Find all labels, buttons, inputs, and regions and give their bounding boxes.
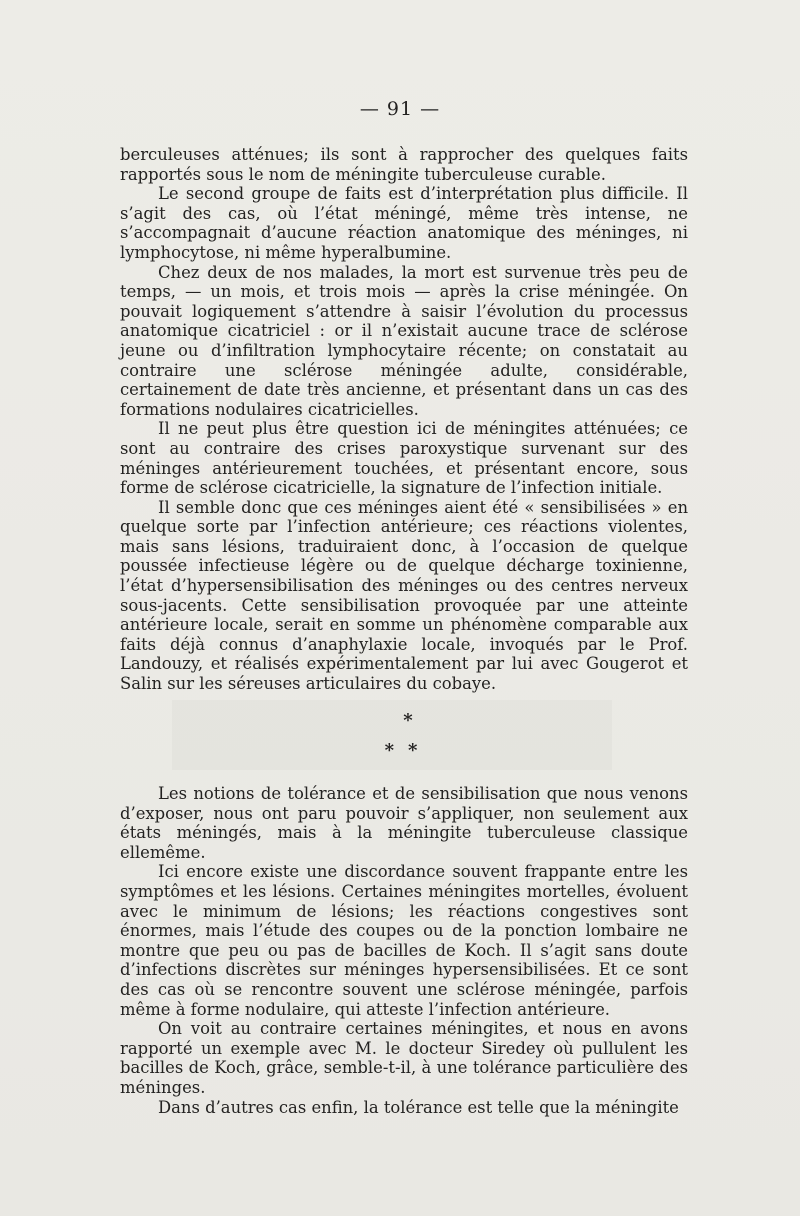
paragraph: On voit au contraire certaines méningites, et nous en avons rapporté un exemple avec M. le docteur Siredey où pullulent les bacilles de Koch, grâce, semble-t-il, à une tolérance particulière des méninges. [120,1019,688,1097]
paragraph: berculeuses atténues; ils sont à rapprocher des quelques faits rapportés sous le nom de méningite tuberculeuse curable. [120,145,688,184]
text-block-upper [120,145,688,694]
paragraph: Dans d’autres cas enfin, la tolérance est telle que la méningite [158,1097,679,1117]
paragraph: Chez deux de nos malades, la mort est survenue très peu de temps, — un mois, et trois mois — après la crise méningée. On pouvait logiquement s’attendre à saisir l’évolution du processus anatomique cicatriciel : or il n’existait aucune trace de sclérose jeune ou d’infiltration lymphocytaire récente; on constatait au contraire une sclérose méningée adulte, considérable, certainement de date très ancienne, et présentant dans un cas des formations nodulaires cicatricielles. [120,262,688,419]
paragraph: Il semble donc que ces méninges aient été « sensibilisées » en quelque sorte par l’infection antérieure; ces réactions violentes, mais sans lésions, traduiraient donc, à l’occasion de quelque poussée infectieuse légère ou de quelque décharge toxinienne, l’état d’hypersensibilisation des méninges ou des centres nerveux sous-jacents. Cette sensibilisation provoquée par une atteinte antérieure locale, serait en somme un phénomène comparable aux faits déjà connus d’anaphylaxie locale, invoqués par le Prof. Landouzy, et réalisés expérimentalement par lui avec Gougerot et Salin sur les séreuses articulaires du cobaye. [120,497,688,694]
paragraph: Les notions de tolérance et de sensibilisation que nous venons d’exposer, nous ont paru pouvoir s’appliquer, non seulement aux états méningés, mais à la méningite tuberculeuse classique ellemême. [120,784,688,862]
paragraph: Le second groupe de faits est d’interprétation plus difficile. Il s’agit des cas, où l’état méningé, même très intense, ne s’accompagnait d’aucune réaction anatomique des méninges, ni lymphocytose, ni même hyperalbumine. [120,184,688,262]
paragraph: Ici encore existe une discordance souvent frappante entre les symptômes et les lésions. Certaines méningites mortelles, évoluent avec le minimum de lésions; les réactions congestives sont énormes, mais l’étude des coupes ou de la ponction lombaire ne montre que peu ou pas de bacilles de Koch. Il s’agit sans doute d’infections discrètes sur méninges hypersensibilisées. Et ce sont des cas où se rencontre souvent une sclérose méningée, parfois même à forme nodulaire, qui atteste l’infection antérieure. [120,862,688,1019]
text-block-lower [120,784,688,1117]
page-number: — 91 — [359,98,441,120]
paragraph: Il ne peut plus être question ici de méningites atténuées; ce sont au contraire des crises paroxystique survenant sur des méninges antérieurement touchées, et présentant encore, sous forme de sclérose cicatricielle, la signature de l’infection initiale. [120,419,688,498]
asterism-top: * [403,710,413,731]
asterism-bottom: ** [384,740,432,761]
